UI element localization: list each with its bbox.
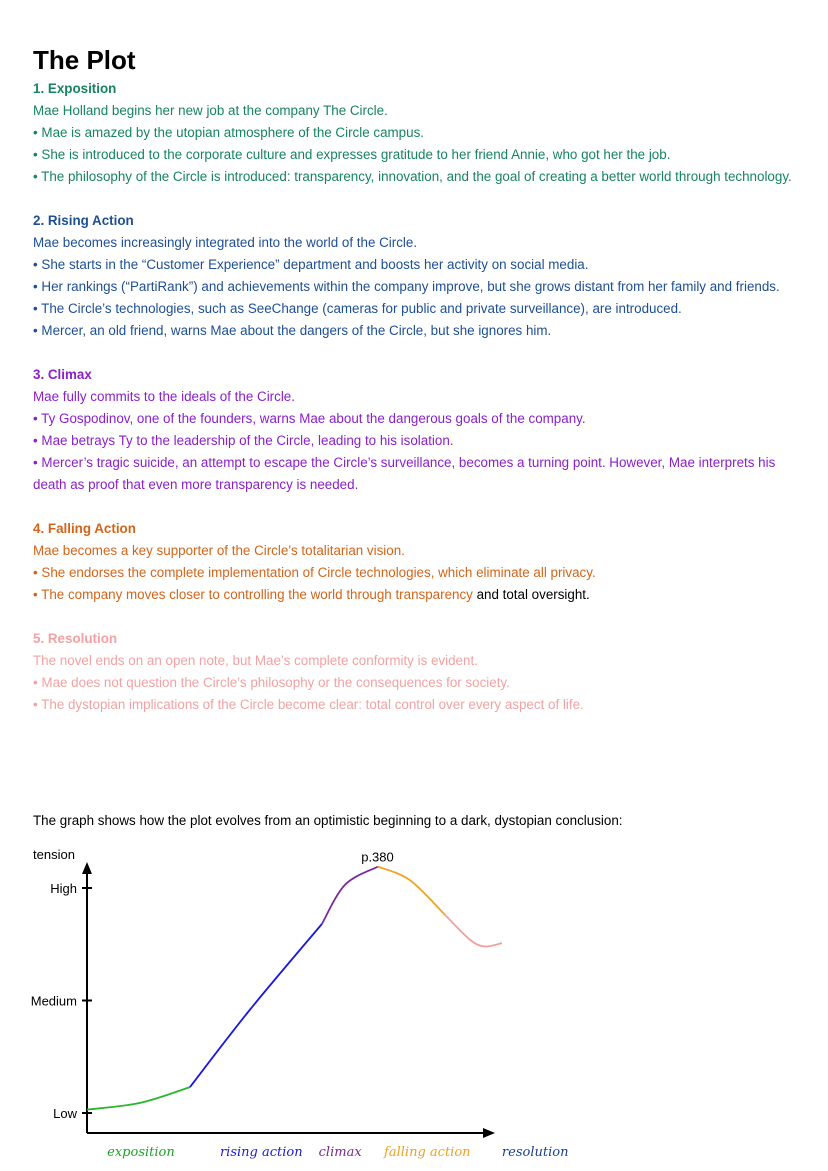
y-tick-label: High — [50, 881, 77, 896]
x-label: falling action — [384, 1145, 471, 1160]
bullet: • Mae does not question the Circle’s philosophy or the consequences for society. — [33, 675, 510, 690]
bullet: • Mae betrays Ty to the leadership of the Circle, leading to his isolation. — [33, 433, 454, 448]
series-line-rising-action — [190, 924, 322, 1087]
y-tick-label: Medium — [30, 993, 77, 1009]
section-heading: 5. Resolution — [33, 631, 118, 646]
bullet: • Mae is amazed by the utopian atmosphere of the Circle campus. — [33, 125, 424, 140]
bullet: • The philosophy of the Circle is introduced: transparency, innovation, and the goal of creating a better world through technology. — [33, 169, 792, 184]
x-axis-arrow-icon — [483, 1128, 495, 1138]
page-title: The Plot — [33, 45, 136, 75]
y-axis-arrow-icon — [82, 862, 92, 874]
section-intro: Mae fully commits to the ideals of the Circle. — [33, 389, 295, 404]
section-heading: 3. Climax — [33, 367, 92, 382]
peak-annotation: p.380 — [361, 849, 394, 865]
graph-intro: The graph shows how the plot evolves from an optimistic beginning to a dark, dystopian conclusion: — [33, 813, 623, 828]
bullet: • Mercer’s tragic suicide, an attempt to escape the Circle’s surveillance, becomes a turning point. However, Mae interprets his death as proof that even more transparency is needed. — [33, 455, 776, 492]
series-line-resolution — [445, 915, 502, 947]
section-heading: 2. Rising Action — [33, 213, 134, 228]
bullet: • The Circle’s technologies, such as SeeChange (cameras for public and private surveillance), are introduced. — [33, 301, 682, 316]
section-intro: Mae becomes a key supporter of the Circle’s totalitarian vision. — [33, 543, 405, 558]
bullet: • She is introduced to the corporate culture and expresses gratitude to her friend Annie, who got her the job. — [33, 147, 671, 162]
x-label: exposition — [107, 1145, 175, 1160]
bullet: • The dystopian implications of the Circle become clear: total control over every aspect of life. — [33, 697, 584, 712]
x-label: resolution — [501, 1145, 569, 1160]
bullet-tail: and total oversight. — [472, 587, 590, 602]
x-label: climax — [318, 1145, 362, 1160]
series-line-falling-action — [378, 867, 445, 915]
section-intro: Mae Holland begins her new job at the company The Circle. — [33, 103, 388, 118]
section-heading: 1. Exposition — [33, 81, 117, 96]
bullet: • She starts in the “Customer Experience” department and boosts her activity on social media. — [33, 257, 589, 272]
y-axis-label: tension — [33, 847, 75, 862]
y-tick-label: Low — [53, 1106, 77, 1121]
section-intro: Mae becomes increasingly integrated into the world of the Circle. — [33, 235, 418, 250]
bullet: • Mercer, an old friend, warns Mae about the dangers of the Circle, but she ignores him. — [33, 323, 552, 338]
series-line-climax — [322, 867, 378, 924]
section-heading: 4. Falling Action — [33, 521, 136, 536]
x-label: rising action — [219, 1145, 303, 1160]
bullet-text: • The company moves closer to controlling the world through transparency — [33, 587, 473, 602]
series-line-exposition — [87, 1087, 190, 1110]
bullet: • Ty Gospodinov, one of the founders, warns Mae about the dangerous goals of the company. — [33, 411, 586, 426]
section-intro: The novel ends on an open note, but Mae’s complete conformity is evident. — [33, 653, 478, 668]
bullet: • She endorses the complete implementation of Circle technologies, which eliminate all privacy. — [33, 565, 596, 580]
bullet: • Her rankings (“PartiRank”) and achievements within the company improve, but she grows distant from her family and friends. — [33, 279, 780, 294]
